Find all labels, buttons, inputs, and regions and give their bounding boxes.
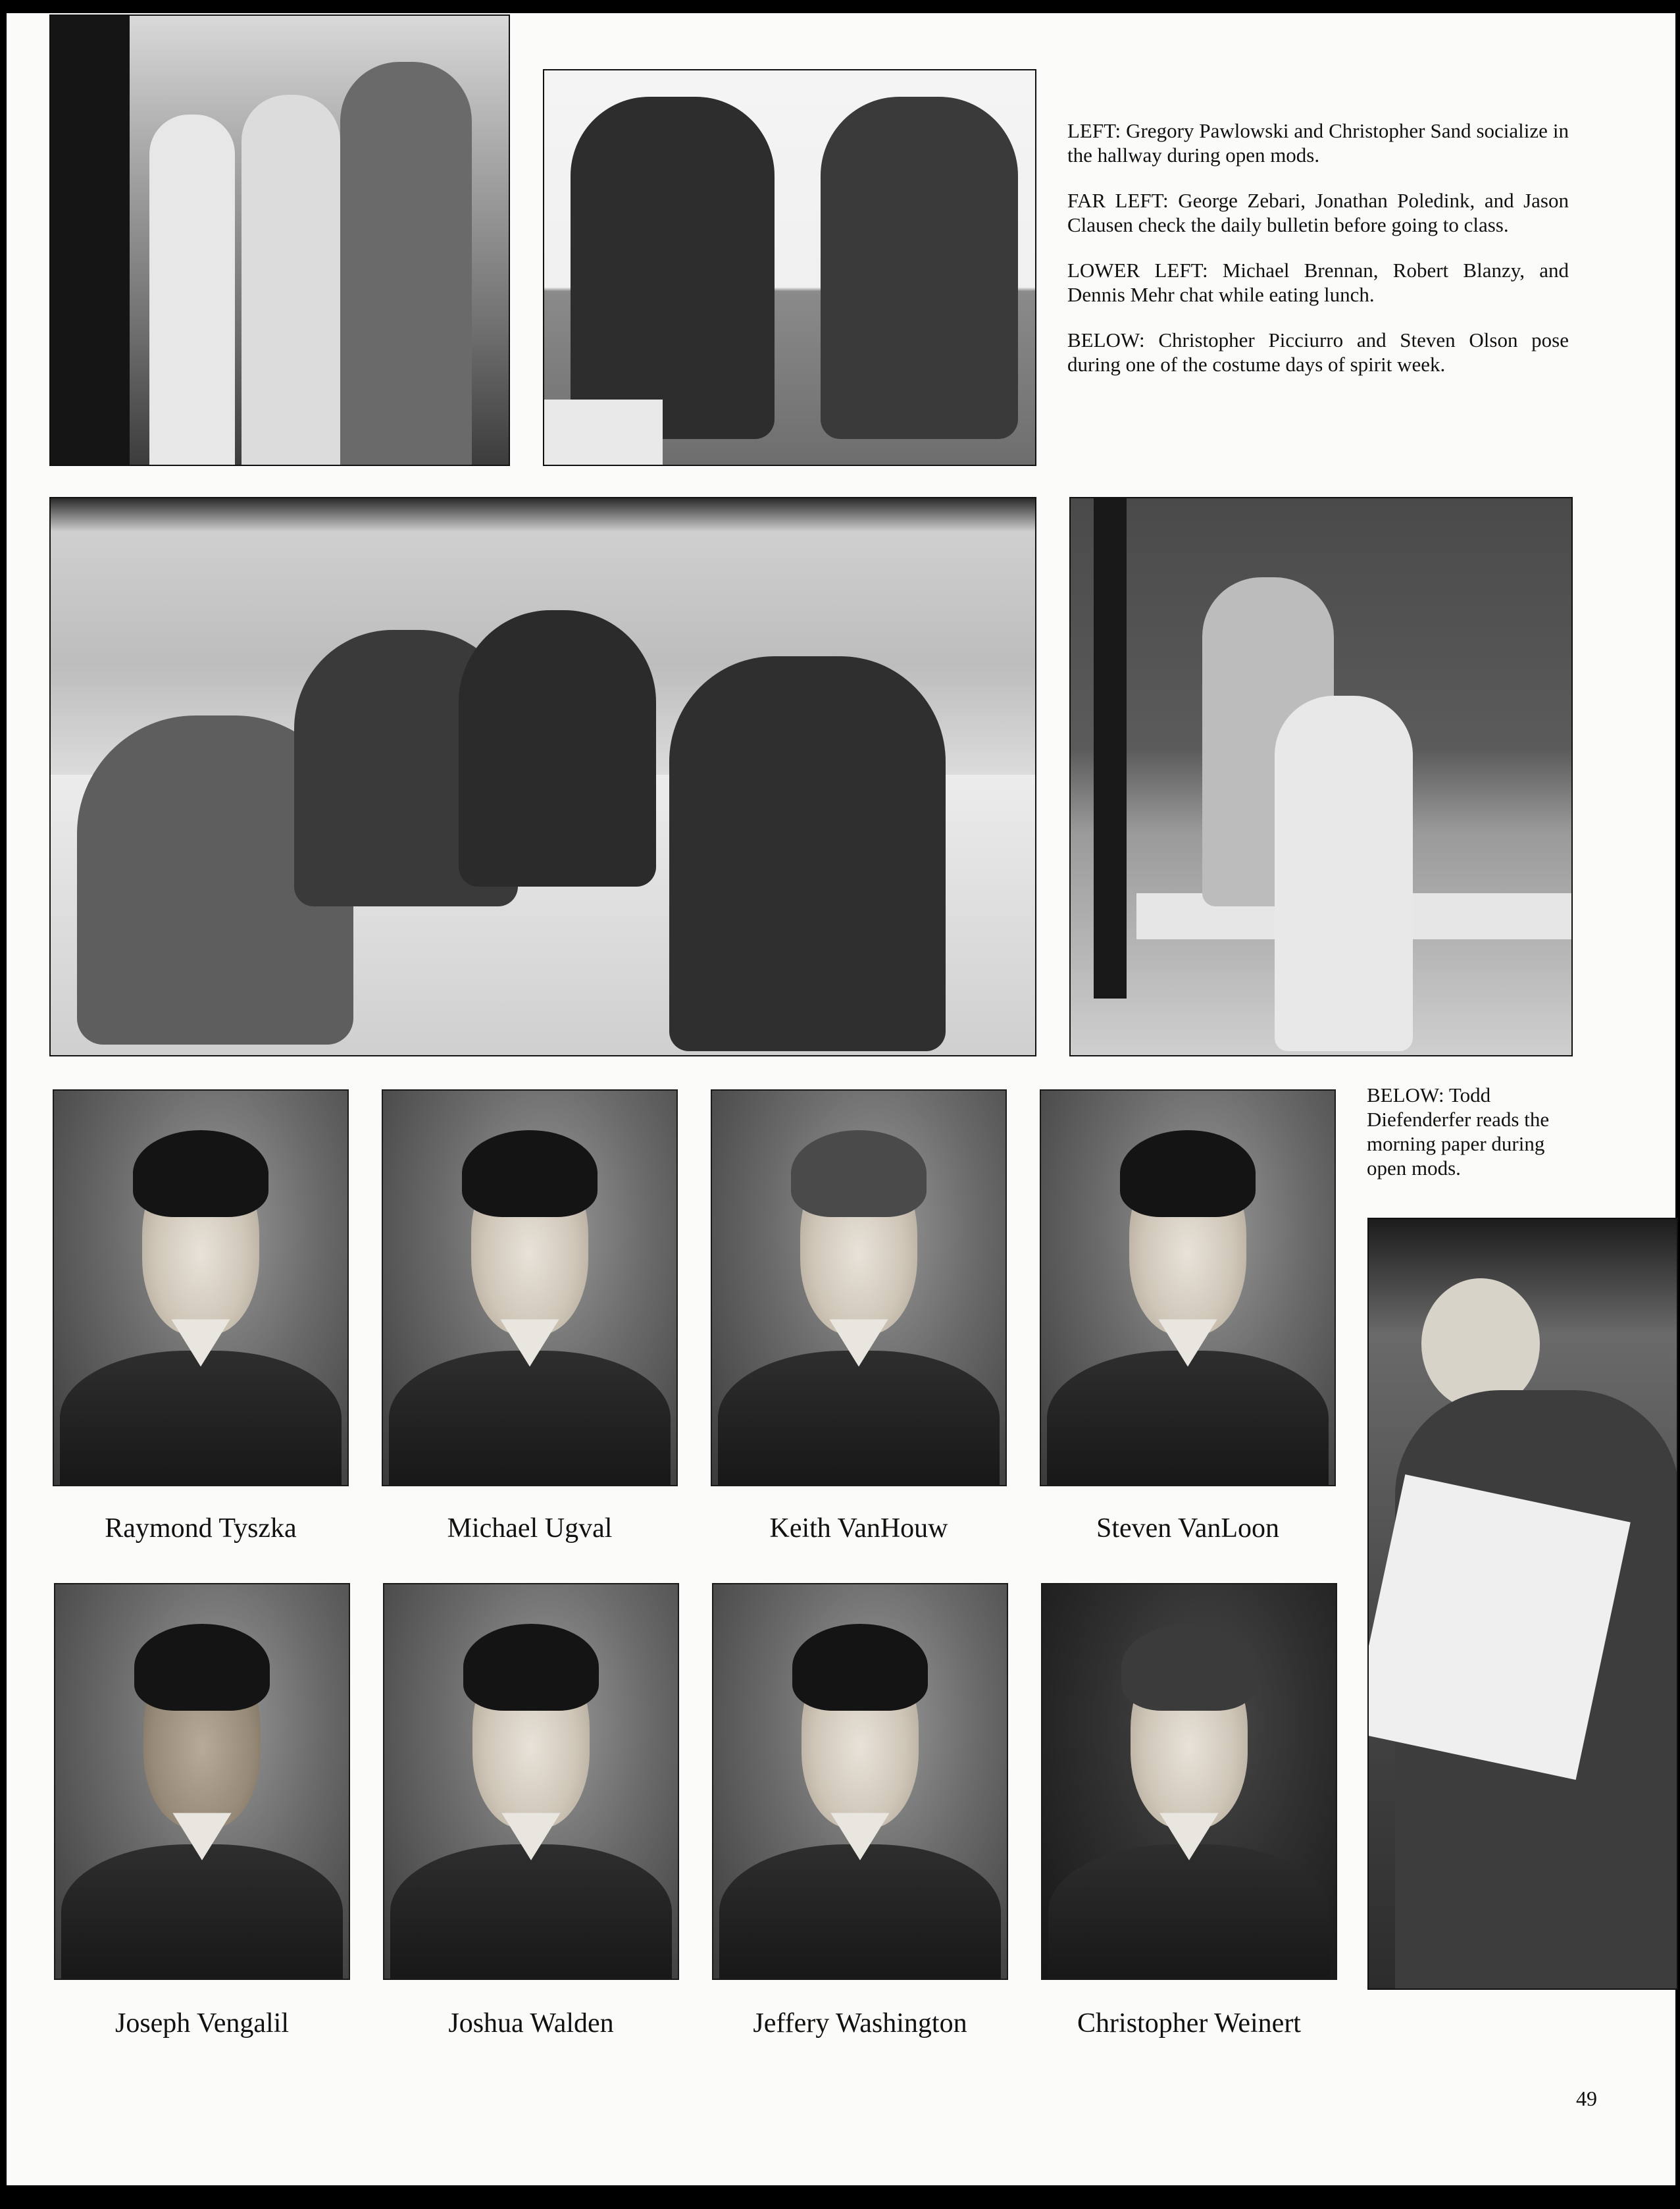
hallway-bulletin-photo bbox=[49, 14, 510, 466]
portrait-keith-vanhouw bbox=[711, 1089, 1007, 1486]
newspaper-reading-photo bbox=[1367, 1218, 1678, 1990]
portrait-joshua-walden bbox=[383, 1583, 679, 1980]
portrait-name: Steven VanLoon bbox=[1096, 1513, 1280, 1544]
portrait-name: Michael Ugval bbox=[447, 1513, 613, 1544]
portrait-christopher-weinert bbox=[1041, 1583, 1337, 1980]
caption-right-below bbox=[1367, 1083, 1568, 1201]
portrait-name: Keith VanHouw bbox=[769, 1513, 948, 1544]
costume-day-photo bbox=[1069, 497, 1573, 1056]
top-captions bbox=[1067, 118, 1569, 398]
caption-newspaper: BELOW: Todd Diefenderfer reads the morning paper during open mods. bbox=[1367, 1083, 1550, 1180]
portrait-michael-ugval bbox=[382, 1089, 678, 1486]
portrait-steven-vanloon bbox=[1040, 1089, 1336, 1486]
portrait-raymond-tyszka bbox=[53, 1089, 349, 1486]
portrait-joseph-vengalil bbox=[54, 1583, 350, 1980]
caption-left: LEFT: Gregory Pawlowski and Christopher Sand socialize in the hallway during open mods. bbox=[1067, 119, 1569, 167]
page-number: 49 bbox=[1576, 2087, 1597, 2110]
portrait-name: Joshua Walden bbox=[448, 2008, 614, 2039]
portrait-name: Christopher Weinert bbox=[1077, 2008, 1301, 2039]
hallway-socialize-photo bbox=[543, 69, 1036, 466]
portrait-name: Joseph Vengalil bbox=[115, 2008, 290, 2039]
caption-far-left: FAR LEFT: George Zebari, Jonathan Poledink, and Jason Clausen check the daily bulletin before going to class. bbox=[1067, 189, 1569, 236]
portrait-jeffery-washington bbox=[712, 1583, 1008, 1980]
caption-lower-left: LOWER LEFT: Michael Brennan, Robert Blanzy, and Dennis Mehr chat while eating lunch. bbox=[1067, 259, 1569, 306]
yearbook-page bbox=[7, 13, 1675, 2185]
portrait-name: Jeffery Washington bbox=[753, 2008, 967, 2039]
portrait-name: Raymond Tyszka bbox=[105, 1513, 297, 1544]
lunch-photo bbox=[49, 497, 1036, 1056]
caption-below: BELOW: Christopher Picciurro and Steven Olson pose during one of the costume days of spirit week. bbox=[1067, 328, 1569, 376]
